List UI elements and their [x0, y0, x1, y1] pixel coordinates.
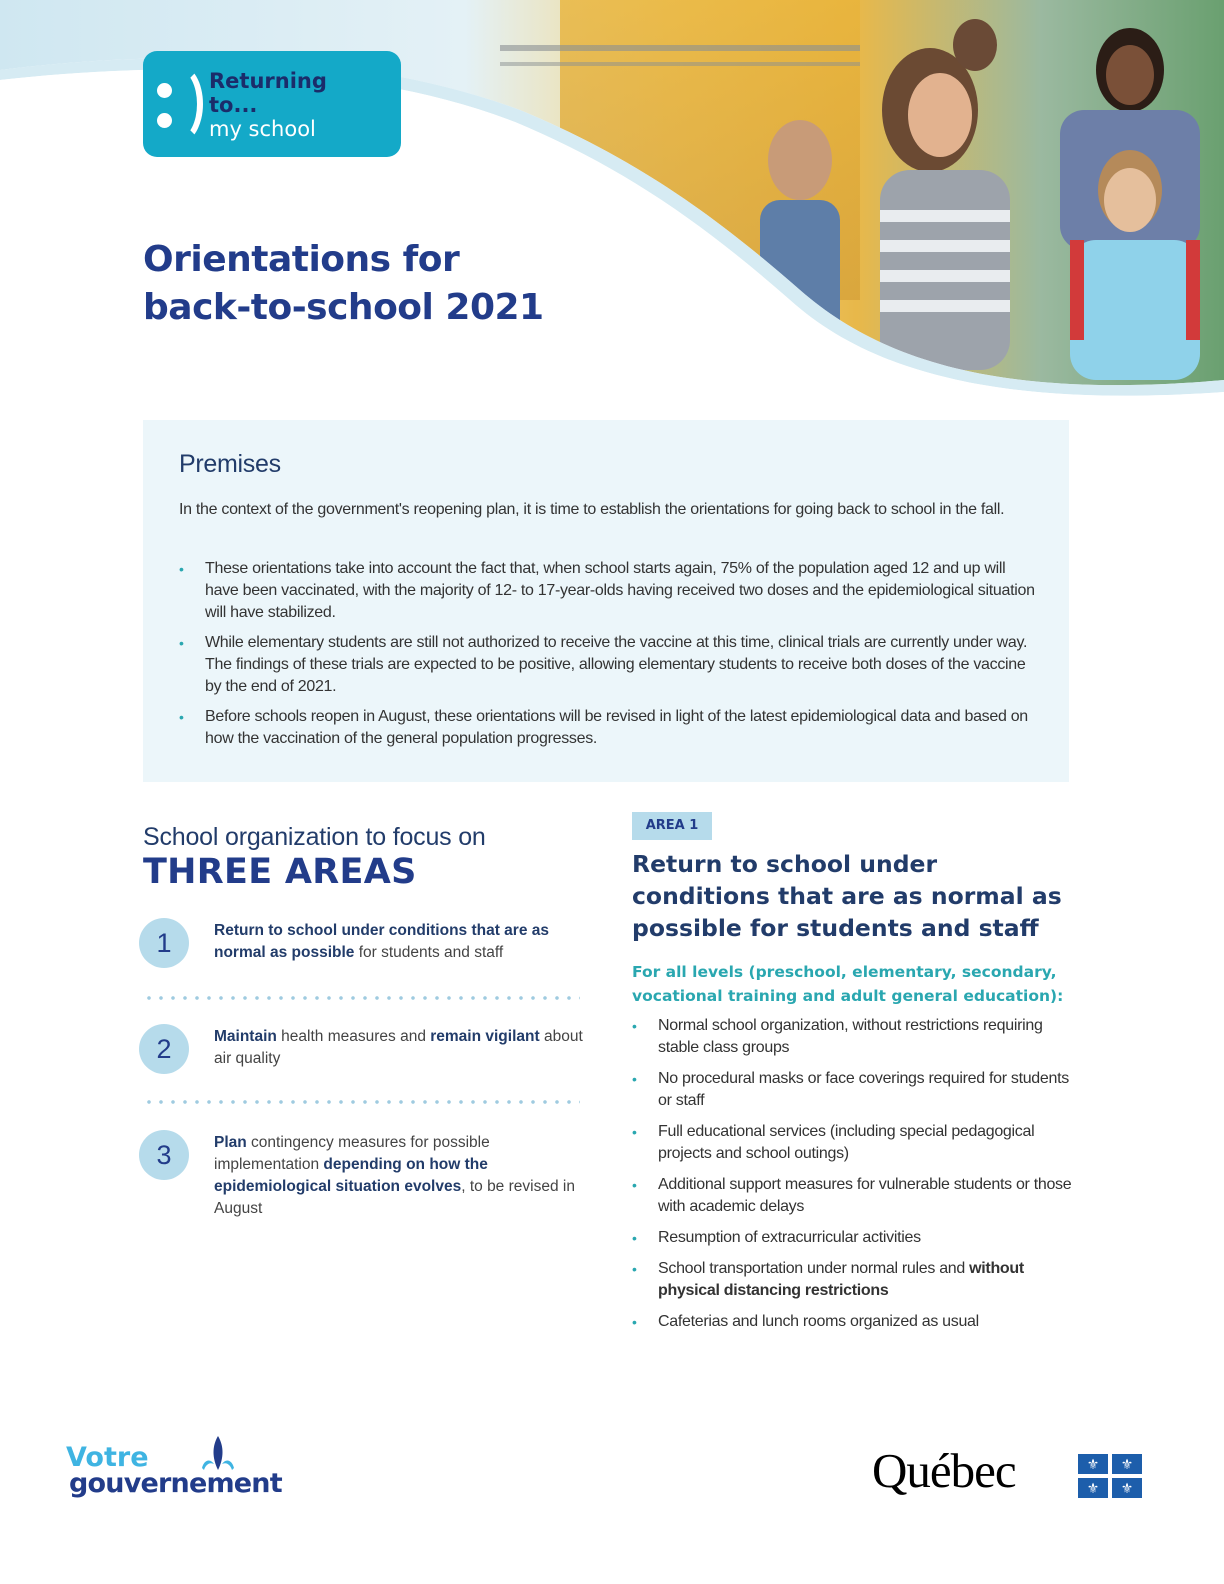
body-text: Resumption of extracurricular activities [658, 1229, 921, 1246]
dotted-divider [143, 996, 580, 1000]
bullet-icon: • [632, 1124, 637, 1140]
title-line-1: Orientations for [143, 239, 460, 280]
emphasis-text: without physical distancing restrictions [658, 1260, 1024, 1299]
area-bullet-text [658, 1176, 1071, 1215]
badge-line-1: Returning [209, 69, 327, 93]
area-bullet [632, 1174, 1082, 1218]
emphasis-text: Return to school under conditions that are as normal as possible [214, 922, 550, 961]
bullet-icon: • [632, 1230, 637, 1246]
premises-intro: In the context of the government's reopening plan, it is time to establish the orientations for going back to school in the fall. [179, 501, 1005, 518]
bullet-icon: • [632, 1018, 637, 1034]
quebec-flag-icon: ⚜ ⚜ ⚜ ⚜ [1078, 1454, 1142, 1498]
body-text: , to be revised in August [214, 1178, 575, 1217]
body-text: Additional support measures for vulnerable students or those with academic delays [658, 1176, 1072, 1215]
emphasis-text: depending on how the epidemiological situation evolves [214, 1156, 488, 1195]
body-text: for students and staff [354, 944, 504, 961]
area-bullet-text [658, 1017, 1043, 1056]
badge-line-3: my school [209, 117, 316, 141]
body-text: health measures and [276, 1028, 431, 1045]
area-item-text [214, 1132, 584, 1220]
three-areas-heading: THREE AREAS [143, 852, 417, 892]
area-title: Return to school under conditions that are as normal as possible for students and staff [632, 850, 1062, 942]
body-text: about air quality [214, 1028, 583, 1067]
area-bullet-text [658, 1229, 921, 1246]
body-text: Full educational services (including special pedagogical projects and school outings) [658, 1123, 1035, 1162]
bullet-icon: • [632, 1261, 637, 1277]
body-text: School transportation under normal rules and [658, 1260, 970, 1277]
area-bullet [632, 1015, 1082, 1059]
votre-gouvernement-logo [66, 1434, 306, 1504]
premises-bullet-text: These orientations take into account the fact that, when school starts again, 75% of the population aged 12 and up will have been vaccinated, with the majority of 12- to 17-year-olds having received two doses and the epidemiological situation will have stabilized. [205, 560, 1035, 621]
area-bullet-text [658, 1260, 1024, 1299]
emphasis-text: Plan [214, 1134, 247, 1151]
area-bullet [632, 1258, 1082, 1302]
area-subtitle: For all levels (preschool, elementary, secondary, vocational training and adult general education): [632, 963, 1064, 1005]
premises-list [179, 558, 1039, 758]
area-bullet [632, 1121, 1082, 1165]
quebec-wordmark: Québec [872, 1443, 1016, 1498]
premises-bullet-text: Before schools reopen in August, these orientations will be revised in light of the latest epidemiological data and based on how the vaccination of the general population progresses. [205, 708, 1028, 747]
bullet-icon: • [632, 1314, 637, 1330]
area-bullet-text [658, 1313, 979, 1330]
area-number-circle: 2 [139, 1024, 189, 1074]
premises-bullet [179, 706, 1039, 750]
area-bullet [632, 1311, 1082, 1333]
title-line-2: back-to-school 2021 [143, 287, 544, 328]
dotted-divider [143, 1100, 580, 1104]
premises-bullet [179, 558, 1039, 624]
premises-bullet-text: While elementary students are still not authorized to receive the vaccine at this time, clinical trials are currently under way. The findings of these trials are expected to be positive, allowing elementary students to receive both doses of the vaccine by the end of 2021. [205, 634, 1028, 695]
bullet-icon: • [632, 1177, 637, 1193]
body-text: No procedural masks or face coverings required for students or staff [658, 1070, 1069, 1109]
logo-text-votre: Votre [66, 1442, 149, 1473]
bullet-icon: • [179, 709, 184, 725]
area-tag: AREA 1 [632, 812, 712, 840]
area-item-text [214, 1026, 584, 1070]
premises-panel [143, 420, 1069, 782]
logo-text-gouvernement: gouvernement [69, 1468, 282, 1499]
area-item-text [214, 920, 584, 964]
three-areas-subheading: School organization to focus on [143, 823, 486, 851]
bullet-icon: • [632, 1071, 637, 1087]
area-bullet-text [658, 1123, 1034, 1162]
returning-to-my-school-badge [143, 51, 401, 157]
bullet-icon: • [179, 635, 184, 651]
emphasis-text: Maintain [214, 1028, 277, 1045]
body-text: contingency measures for possible implementation [214, 1134, 490, 1173]
body-text: Normal school organization, without restrictions requiring stable class groups [658, 1017, 1043, 1056]
emphasis-text: remain vigilant [430, 1028, 540, 1045]
area-number-circle: 3 [139, 1130, 189, 1180]
badge-line-2: to... [209, 93, 258, 117]
area-bullet [632, 1227, 1082, 1249]
premises-heading: Premises [179, 450, 281, 478]
smiley-mouth-icon [157, 65, 203, 143]
page-title [143, 236, 544, 332]
body-text: Cafeterias and lunch rooms organized as usual [658, 1313, 979, 1330]
area-bullet-text [658, 1070, 1069, 1109]
premises-bullet [179, 632, 1039, 698]
bullet-icon: • [179, 561, 184, 577]
area-bullet [632, 1068, 1082, 1112]
area-bullet-list [632, 1015, 1082, 1342]
area-number-circle: 1 [139, 918, 189, 968]
